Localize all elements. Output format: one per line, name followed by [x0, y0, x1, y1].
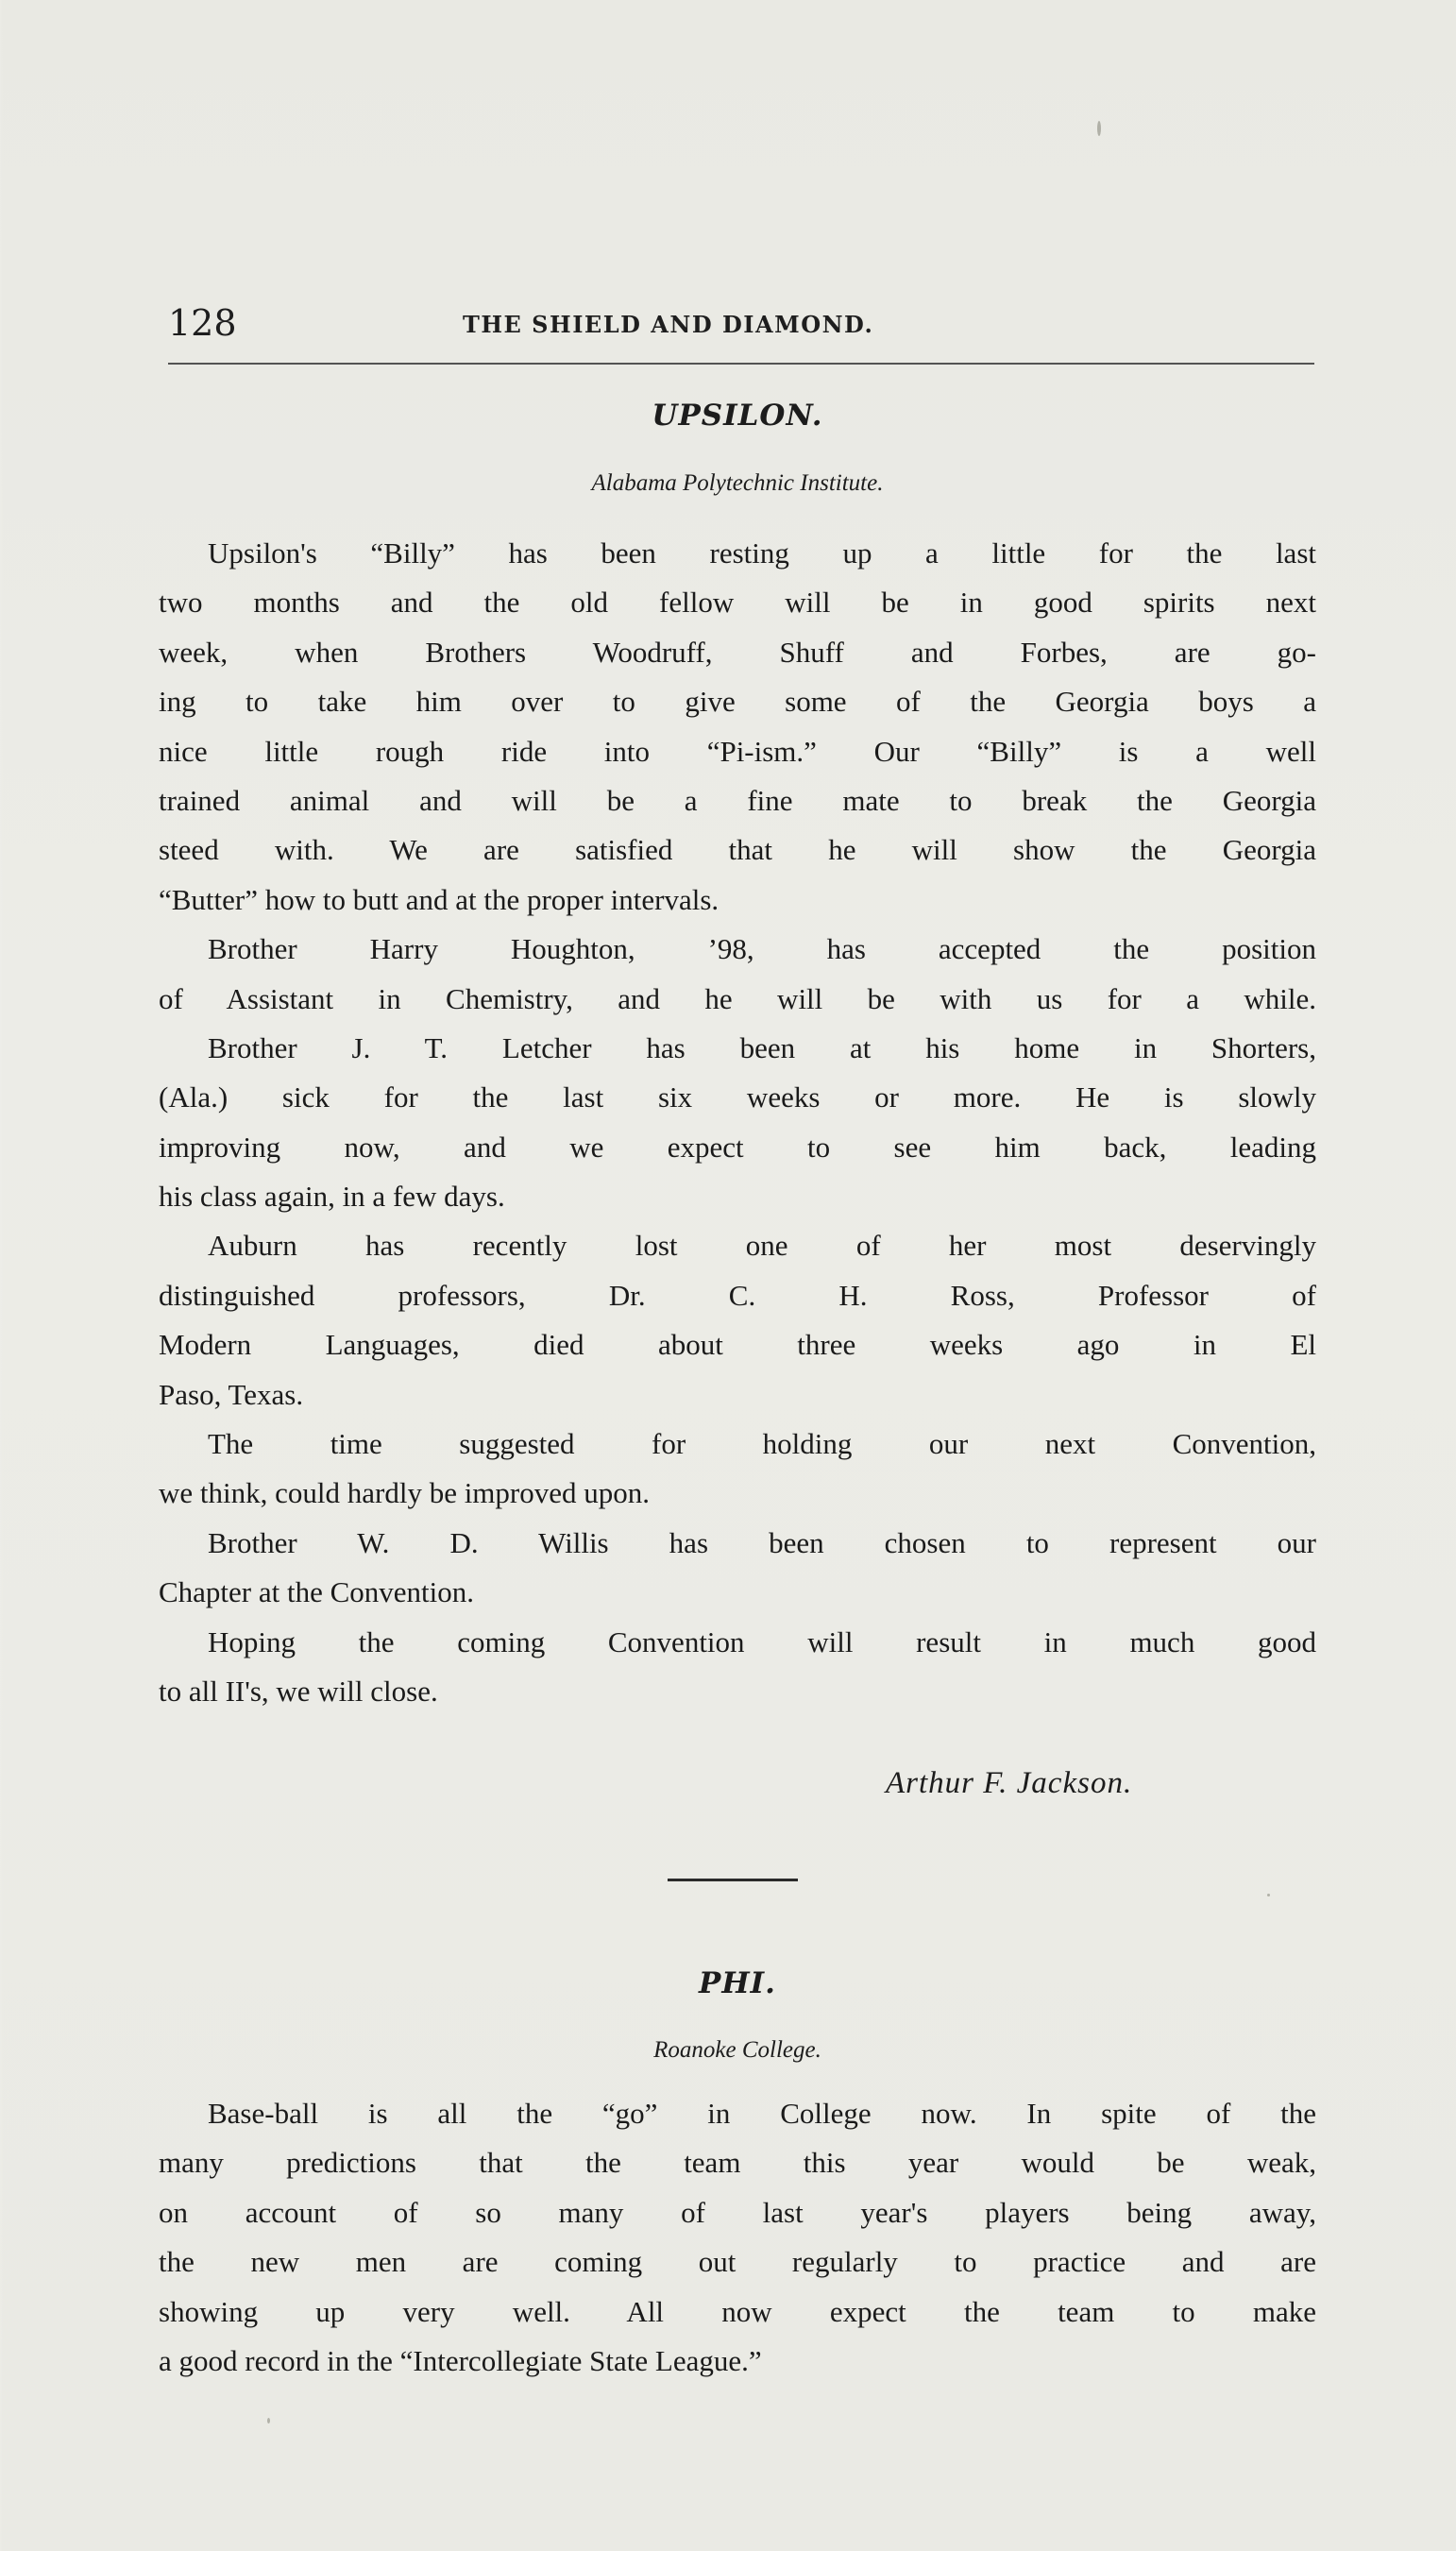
paragraph-line: Base-ball is all the “go” in College now. In spite of the — [208, 2097, 1316, 2130]
paragraph-line: his class again, in a few days. — [159, 1180, 505, 1214]
section-body-upsilon — [159, 529, 1316, 1716]
section-institution-phi: Roanoke College. — [653, 2037, 821, 2063]
paragraph-line: trained animal and will be a fine mate to break the Georgia — [159, 783, 1316, 817]
paragraph-line: Chapter at the Convention. — [159, 1575, 475, 1609]
paragraph-line: many predictions that the team this year would be weak, — [159, 2146, 1316, 2180]
section-title-upsilon: UPSILON. — [652, 399, 823, 433]
paragraph-line: nice little rough ride into “Pi-ism.” Our “Billy” is a well — [159, 734, 1316, 768]
document-page — [159, 0, 1316, 2551]
paragraph-line: of Assistant in Chemistry, and he will be with us for a while. — [159, 981, 1316, 1015]
paragraph-line: The time suggested for holding our next Convention, — [208, 1427, 1316, 1461]
paragraph-line: Upsilon's “Billy” has been resting up a little for the last — [208, 536, 1316, 570]
running-head — [159, 300, 1316, 346]
paragraph-line: ing to take him over to give some of the Georgia boys a — [159, 685, 1316, 719]
paragraph-line: steed with. We are satisfied that he will show the Georgia — [159, 833, 1316, 867]
paper-speck — [267, 2418, 270, 2423]
paragraph-line: (Ala.) sick for the last six weeks or more. He is slowly — [159, 1080, 1316, 1114]
paragraph-line: Brother Harry Houghton, ’98, has accepted the position — [208, 932, 1316, 966]
paragraph-line: two months and the old fellow will be in good spirits next — [159, 586, 1316, 620]
paragraph-line: Hoping the coming Convention will result in much good — [208, 1624, 1316, 1658]
paper-speck — [1267, 1894, 1270, 1896]
paragraph-line: a good record in the “Intercollegiate State League.” — [159, 2343, 762, 2377]
paragraph-line: Brother J. T. Letcher has been at his home in Shorters, — [208, 1030, 1316, 1064]
paper-speck — [1097, 121, 1101, 136]
paragraph-line: distinguished professors, Dr. C. H. Ross, Professor of — [159, 1278, 1316, 1312]
paragraph-line: the new men are coming out regularly to practice and are — [159, 2245, 1316, 2279]
paragraph-line: Paso, Texas. — [159, 1377, 304, 1411]
paragraph-line: Modern Languages, died about three weeks ago in El — [159, 1328, 1316, 1362]
paragraph-line: we think, could hardly be improved upon. — [159, 1476, 651, 1510]
paragraph-line: improving now, and we expect to see him back, leading — [159, 1130, 1316, 1164]
paragraph-line: on account of so many of last year's players being away, — [159, 2195, 1316, 2229]
paragraph-line: week, when Brothers Woodruff, Shuff and Forbes, are go- — [159, 635, 1316, 669]
section-body-phi — [159, 2089, 1316, 2386]
paragraph-line: showing up very well. All now expect the team to make — [159, 2294, 1316, 2328]
paragraph-line: “Butter” how to butt and at the proper intervals. — [159, 882, 720, 916]
signature: Arthur F. Jackson. — [886, 1766, 1133, 1800]
section-institution-upsilon: Alabama Polytechnic Institute. — [591, 470, 884, 496]
paragraph-line: Brother W. D. Willis has been chosen to represent our — [208, 1525, 1316, 1559]
paragraph-line: Auburn has recently lost one of her most deservingly — [208, 1229, 1316, 1263]
paragraph-line: to all II's, we will close. — [159, 1674, 438, 1708]
section-title-phi: PHI. — [699, 1966, 776, 2000]
page-number: 128 — [168, 302, 237, 344]
header-rule — [168, 363, 1314, 365]
section-divider — [668, 1879, 798, 1881]
journal-title: THE SHIELD AND DIAMOND. — [463, 311, 874, 338]
